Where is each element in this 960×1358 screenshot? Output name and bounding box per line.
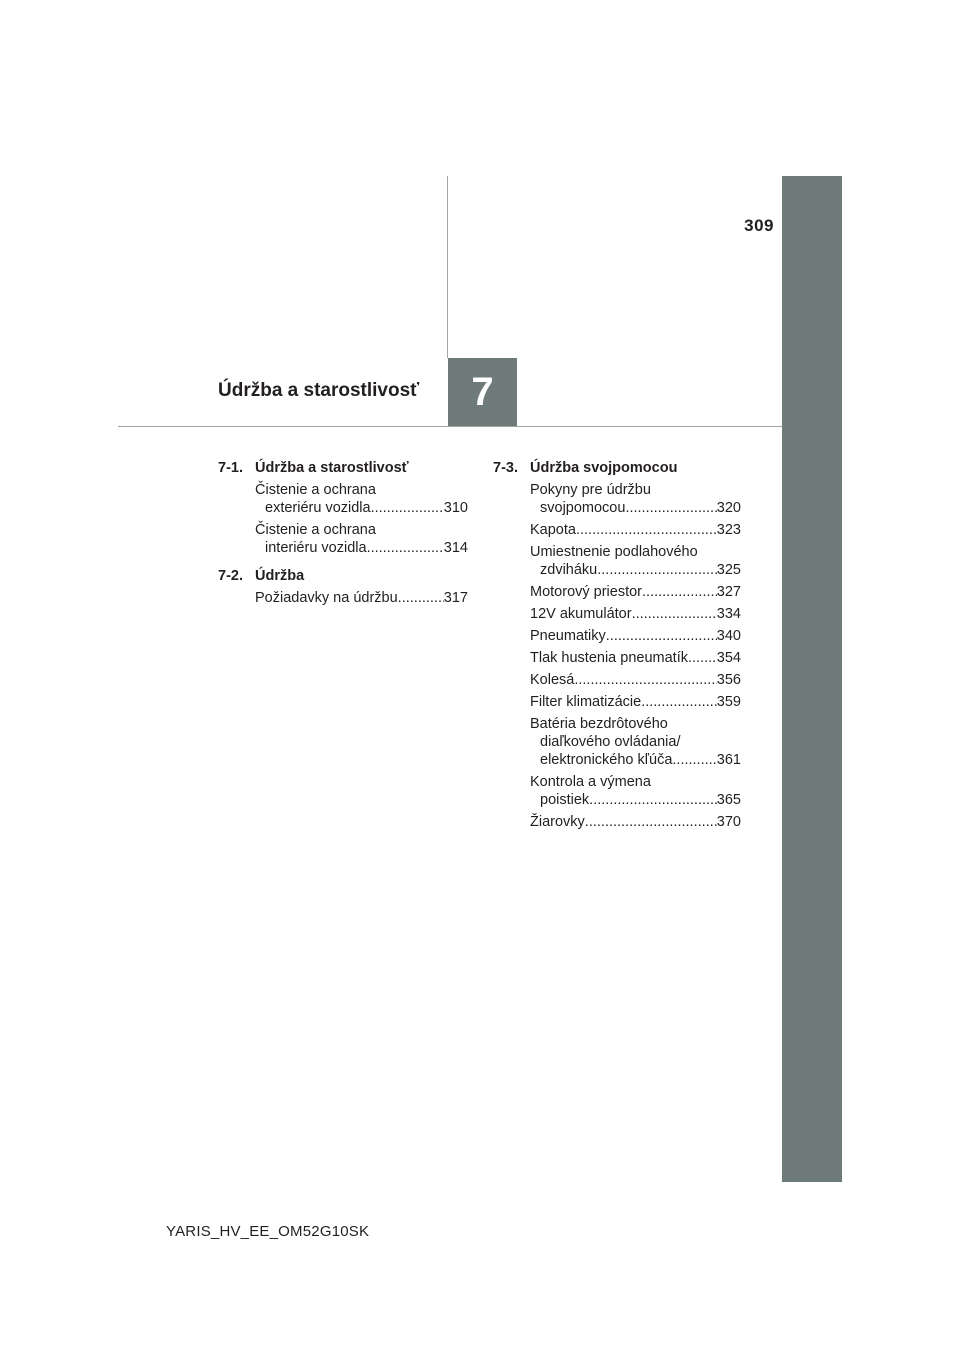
toc-entry[interactable]	[493, 773, 741, 809]
entry-title-line1: Čistenie a ochrana	[255, 522, 376, 538]
section-number: 7-2.	[218, 568, 243, 584]
toc-entry[interactable]	[218, 521, 468, 557]
leader-dots	[672, 751, 716, 769]
entry-title-line1: Batéria bezdrôtového	[530, 716, 668, 732]
entry-page-number: 323	[716, 522, 741, 538]
entry-page-number: 354	[716, 650, 741, 666]
entry-page-number: 314	[443, 540, 468, 556]
entry-title: Kolesá	[530, 672, 575, 688]
leader-dots	[641, 693, 717, 711]
entry-title-line2: poistiek	[540, 792, 590, 808]
entry-title-line1: Čistenie a ochrana	[255, 482, 376, 498]
entry-title-line1: Pokyny pre údržbu	[530, 482, 651, 498]
entry-title-line1: Umiestnenie podlahového	[530, 544, 698, 560]
entry-title-line2: zdviháku	[540, 562, 598, 578]
leader-dots	[371, 499, 444, 517]
entry-title: Pneumatiky	[530, 628, 606, 644]
entry-page-number: 356	[716, 672, 741, 688]
toc-entry[interactable]	[493, 605, 741, 623]
entry-title: Filter klimatizácie	[530, 694, 642, 710]
toc-section-7-3[interactable]	[493, 459, 741, 477]
leader-dots	[688, 649, 717, 667]
toc-section-7-1[interactable]	[218, 459, 468, 477]
leader-dots	[574, 671, 716, 689]
entry-title: Tlak hustenia pneumatík	[530, 650, 688, 666]
chapter-side-tab	[782, 176, 842, 1182]
toc-entry[interactable]	[218, 481, 468, 517]
leader-dots	[632, 605, 717, 623]
leader-dots	[585, 813, 717, 831]
toc-entry[interactable]	[493, 543, 741, 579]
toc-entry[interactable]	[218, 589, 468, 607]
toc-entry[interactable]	[493, 649, 741, 667]
leader-dots	[589, 791, 717, 809]
toc-entry[interactable]	[493, 481, 741, 517]
section-title: Údržba a starostlivosť	[255, 460, 409, 476]
toc-entry[interactable]	[493, 813, 741, 831]
toc-entry[interactable]	[493, 627, 741, 645]
toc-right-column	[493, 459, 741, 835]
toc-entry[interactable]	[493, 521, 741, 539]
entry-page-number: 359	[716, 694, 741, 710]
document-code-footer: YARIS_HV_EE_OM52G10SK	[166, 1223, 370, 1240]
entry-page-number: 327	[716, 584, 741, 600]
horizontal-rule	[118, 426, 782, 427]
entry-page-number: 317	[443, 590, 468, 606]
section-title: Údržba	[255, 568, 305, 584]
entry-title: Motorový priestor	[530, 584, 643, 600]
chapter-title: Údržba a starostlivosť	[218, 380, 420, 401]
leader-dots	[606, 627, 717, 645]
entry-title-line1: Kontrola a výmena	[530, 774, 651, 790]
leader-dots	[597, 561, 717, 579]
entry-page-number: 334	[716, 606, 741, 622]
vertical-rule	[447, 176, 448, 358]
entry-page-number: 340	[716, 628, 741, 644]
entry-title: Požiadavky na údržbu	[255, 590, 398, 606]
leader-dots	[367, 539, 444, 557]
toc-entry[interactable]	[493, 715, 741, 769]
leader-dots	[398, 589, 444, 607]
chapter-number-box: 7	[448, 358, 517, 426]
entry-title-line2: diaľkového ovládania/	[540, 734, 681, 750]
toc-entry[interactable]	[493, 693, 741, 711]
entry-title-line2: svojpomocou	[540, 500, 626, 516]
leader-dots	[576, 521, 717, 539]
entry-page-number: 370	[716, 814, 741, 830]
entry-page-number: 310	[443, 500, 468, 516]
toc-entry[interactable]	[493, 671, 741, 689]
page-number: 309	[744, 216, 774, 235]
toc-left-column	[218, 459, 468, 611]
entry-title-line2: exteriéru vozidla	[265, 500, 371, 516]
entry-title-line2: interiéru vozidla	[265, 540, 367, 556]
entry-title: Žiarovky	[530, 814, 585, 830]
entry-page-number: 361	[716, 752, 741, 768]
entry-title-line3: elektronického kľúča	[540, 752, 673, 768]
entry-page-number: 320	[716, 500, 741, 516]
toc-entry[interactable]	[493, 583, 741, 601]
entry-title: Kapota	[530, 522, 576, 538]
leader-dots	[625, 499, 716, 517]
entry-page-number: 325	[716, 562, 741, 578]
section-number: 7-3.	[493, 460, 518, 476]
section-title: Údržba svojpomocou	[530, 460, 678, 476]
section-number: 7-1.	[218, 460, 243, 476]
toc-section-7-2[interactable]	[218, 567, 468, 585]
entry-title: 12V akumulátor	[530, 606, 632, 622]
entry-page-number: 365	[716, 792, 741, 808]
leader-dots	[642, 583, 717, 601]
